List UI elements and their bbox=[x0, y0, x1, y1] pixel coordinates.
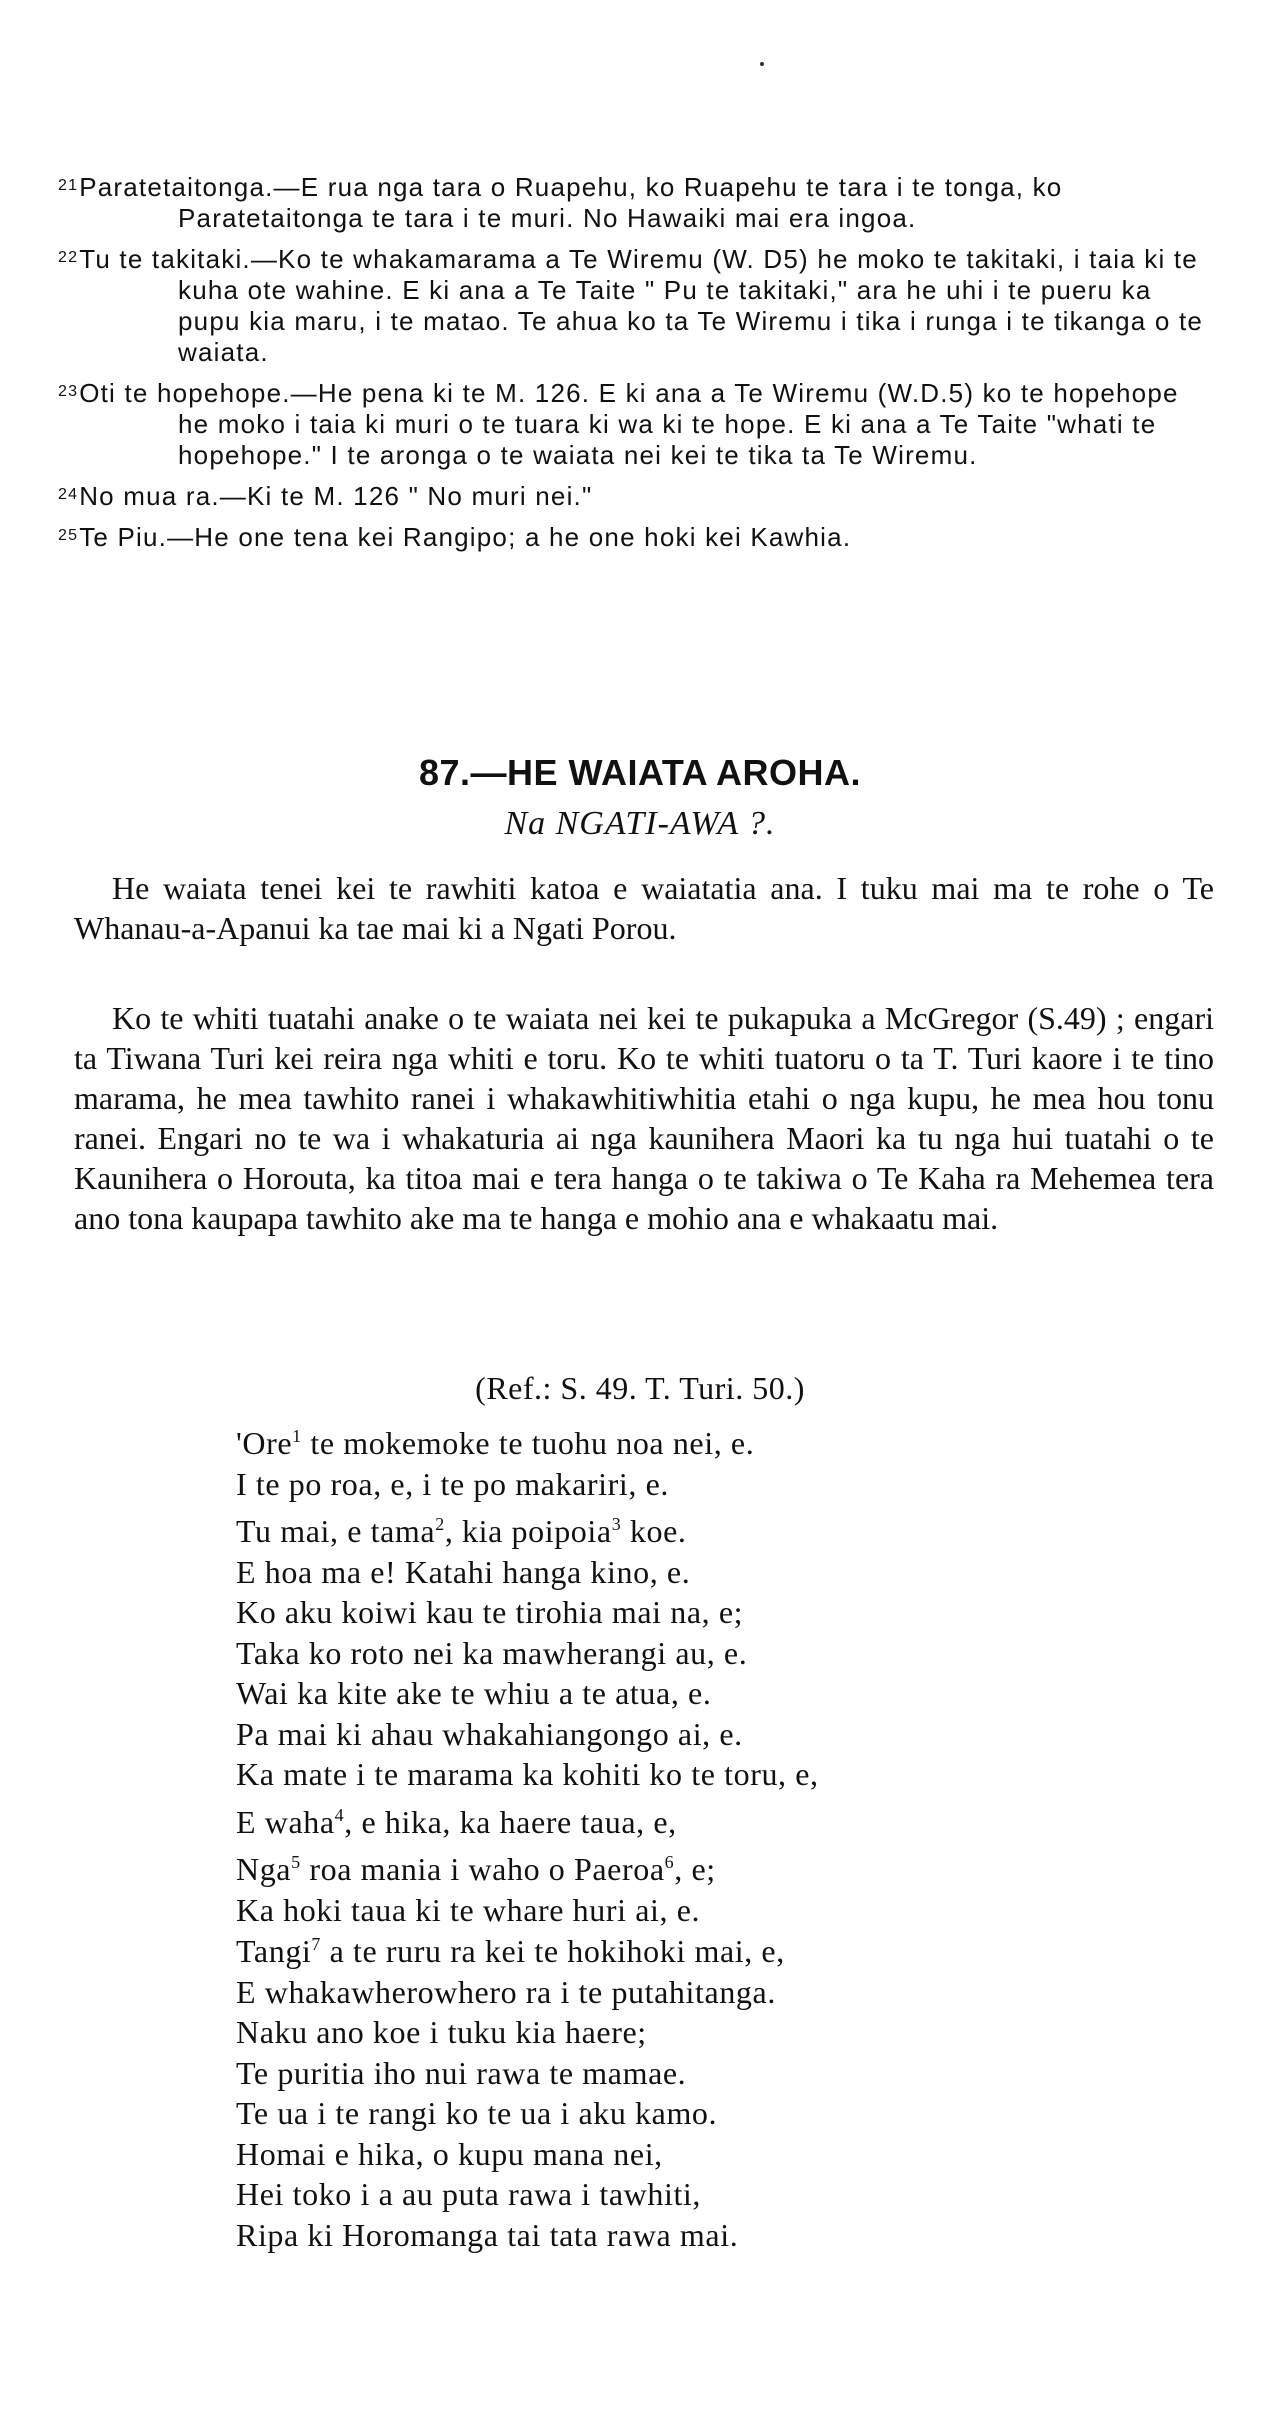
verse-line bbox=[236, 2215, 1136, 2256]
verse-text: Te puritia iho nui rawa te mamae. bbox=[236, 2054, 687, 2091]
verse-text: Wai ka kite ake te whiu a te atua, e. bbox=[236, 1675, 712, 1711]
verse-line bbox=[236, 1795, 1136, 1843]
verse-footnote-ref: 7 bbox=[311, 1934, 322, 1954]
song-author: Na NGATI-AWA ?. bbox=[504, 805, 776, 842]
paragraph-text: He waiata tenei kei te rawhiti katoa e waiatatia ana. I tuku mai ma te rohe o Te Whanau-a-Apanui ka tae mai ki a Ngati Porou. bbox=[74, 870, 1214, 946]
verse-footnote-ref: 2 bbox=[435, 1514, 445, 1534]
footnote-number: 25 bbox=[58, 527, 79, 544]
verse-line bbox=[236, 1754, 1136, 1795]
verse-text: Te ua i te rangi ko te ua i aku kamo. bbox=[236, 2095, 718, 2131]
verse-line bbox=[236, 1592, 1136, 1633]
footnote-number: 22 bbox=[58, 249, 79, 266]
verse-line bbox=[236, 1924, 1136, 1972]
paragraph-text: Ko te whiti tuatahi anake o te waiata nei kei te pukapuka a McGregor (S.49) ; engari ta Tiwana Turi kei reira nga whiti e toru. Ko te whiti tuatoru o ta T. Turi kaore i te tino marama, he mea tawhito ranei i whakawhitiwhitia etahi o nga kupu, he mea hou tonu ranei. Engari no te wa i whakaturia ai nga kaunihera Maori ka tu nga hui tuatahi o te Kaunihera o Horouta, ka titoa mai e tera hanga o te takiwa o Te Kaha ra Mehemea tera ano tona kaupapa tawhito ake ma te hanga e mohio ana e whakaatu mai. bbox=[74, 1000, 1214, 1236]
verse-text: Hei toko i a au puta rawa i tawhiti, bbox=[236, 2176, 702, 2212]
verse-line bbox=[236, 2053, 1136, 2094]
footnotes bbox=[58, 170, 1208, 561]
verse-text: Taka ko roto nei ka mawherangi au, e. bbox=[236, 1634, 748, 1671]
intro-paragraph-1 bbox=[74, 868, 1214, 948]
verse-line bbox=[236, 1416, 1136, 1464]
footnote-text: Te Piu.—He one tena kei Rangipo; a he one hoki kei Kawhia. bbox=[79, 522, 852, 552]
verse-line bbox=[236, 1633, 1136, 1674]
footnote-21 bbox=[58, 170, 1208, 234]
verse-text: Naku ano koe i tuku kia haere; bbox=[236, 2014, 647, 2050]
verse-text: Ka mate i te marama ka kohiti ko te toru, e, bbox=[236, 1756, 819, 1792]
verse-line bbox=[236, 1552, 1136, 1593]
verse-line bbox=[236, 1464, 1136, 1505]
verse-line bbox=[236, 2174, 1136, 2215]
verse-text: , e; bbox=[674, 1851, 716, 1887]
verse-line bbox=[236, 1842, 1136, 1890]
verse-line bbox=[236, 1972, 1136, 2013]
song-title: 87.—HE WAIATA AROHA. bbox=[418, 752, 862, 793]
stanza-1 bbox=[236, 1416, 1136, 1930]
footnote-25 bbox=[58, 520, 1208, 553]
verse-footnote-ref: 3 bbox=[611, 1514, 622, 1534]
verse-line bbox=[236, 1714, 1136, 1755]
verse-text: Pa mai ki ahau whakahiangongo ai, e. bbox=[236, 1715, 743, 1752]
verse-line bbox=[236, 1504, 1136, 1552]
verse-text: I te po roa, e, i te po makariri, e. bbox=[236, 1465, 669, 1502]
verse-line bbox=[236, 2134, 1136, 2175]
footnote-text: Oti te hopehope.—He pena ki te M. 126. E ki ana a Te Wiremu (W.D.5) ko te hopehope he moko i taia ki muri o te tuara ki wa ki te hope. E ki ana a Te Taite "whati te hopehope." I te aronga o te waiata nei kei te tika ta Te Wiremu. bbox=[79, 378, 1179, 470]
verse-text: te mokemoke te tuohu noa nei, e. bbox=[301, 1425, 755, 1461]
verse-text: a te ruru ra kei te hokihoki mai, e, bbox=[321, 1933, 785, 1969]
verse-line bbox=[236, 2093, 1136, 2134]
footnote-22 bbox=[58, 242, 1208, 368]
footnote-number: 24 bbox=[58, 486, 79, 503]
verse-text: Tangi bbox=[236, 1933, 312, 1969]
footnote-23 bbox=[58, 376, 1208, 471]
verse-text: Ripa ki Horomanga tai tata rawa mai. bbox=[236, 2216, 739, 2253]
verse-text: , e hika, ka haere taua, e, bbox=[344, 1803, 677, 1840]
verse-footnote-ref: 4 bbox=[334, 1804, 345, 1825]
footnote-text: Paratetaitonga.—E rua nga tara o Ruapehu, ko Ruapehu te tara i te tonga, ko Paratetaitonga te tara i te muri. No Hawaiki mai era ingoa. bbox=[79, 172, 1063, 233]
verse-text: Homai e hika, o kupu mana nei, bbox=[236, 2135, 663, 2172]
verse-line bbox=[236, 2012, 1136, 2053]
footnote-number: 21 bbox=[58, 177, 79, 194]
verse-text: E whakawherowhero ra i te putahitanga. bbox=[236, 1973, 776, 2010]
verse-text: Nga bbox=[236, 1851, 292, 1887]
footnote-number: 23 bbox=[58, 383, 79, 400]
intro-paragraph-2 bbox=[74, 998, 1214, 1238]
verse-line bbox=[236, 1673, 1136, 1714]
verse-footnote-ref: 1 bbox=[292, 1426, 302, 1446]
verse-text: E waha bbox=[236, 1803, 335, 1840]
verse-footnote-ref: 5 bbox=[291, 1852, 301, 1872]
verse-text: roa mania i waho o Paeroa bbox=[300, 1851, 665, 1887]
footnote-24 bbox=[58, 479, 1208, 512]
verse-text: koe. bbox=[621, 1513, 687, 1549]
song-reference: (Ref.: S. 49. T. Turi. 50.) bbox=[475, 1370, 805, 1406]
page-speck bbox=[760, 62, 764, 66]
verse-text: Ka hoki taua ki te whare huri ai, e. bbox=[236, 1891, 701, 1928]
verse-text: E hoa ma e! Katahi hanga kino, e. bbox=[236, 1553, 691, 1590]
footnote-text: Tu te takitaki.—Ko te whakamarama a Te Wiremu (W. D5) he moko te takitaki, i taia ki te kuha ote wahine. E ki ana a Te Taite " Pu te takitaki," ara he uhi i te pueru ka pupu kia maru, i te matao. Te ahua ko ta Te Wiremu i tika i runga i te tikanga o te waiata. bbox=[79, 244, 1204, 367]
footnote-text: No mua ra.—Ki te M. 126 " No muri nei." bbox=[79, 481, 593, 511]
stanza-2 bbox=[236, 1924, 1136, 2255]
verse-text: , kia poipoia bbox=[444, 1513, 612, 1549]
verse-text: Tu mai, e tama bbox=[236, 1513, 436, 1549]
verse-footnote-ref: 6 bbox=[664, 1852, 675, 1872]
verse-text: Ko aku koiwi kau te tirohia mai na, e; bbox=[236, 1594, 744, 1630]
verse-text: 'Ore bbox=[236, 1425, 293, 1461]
